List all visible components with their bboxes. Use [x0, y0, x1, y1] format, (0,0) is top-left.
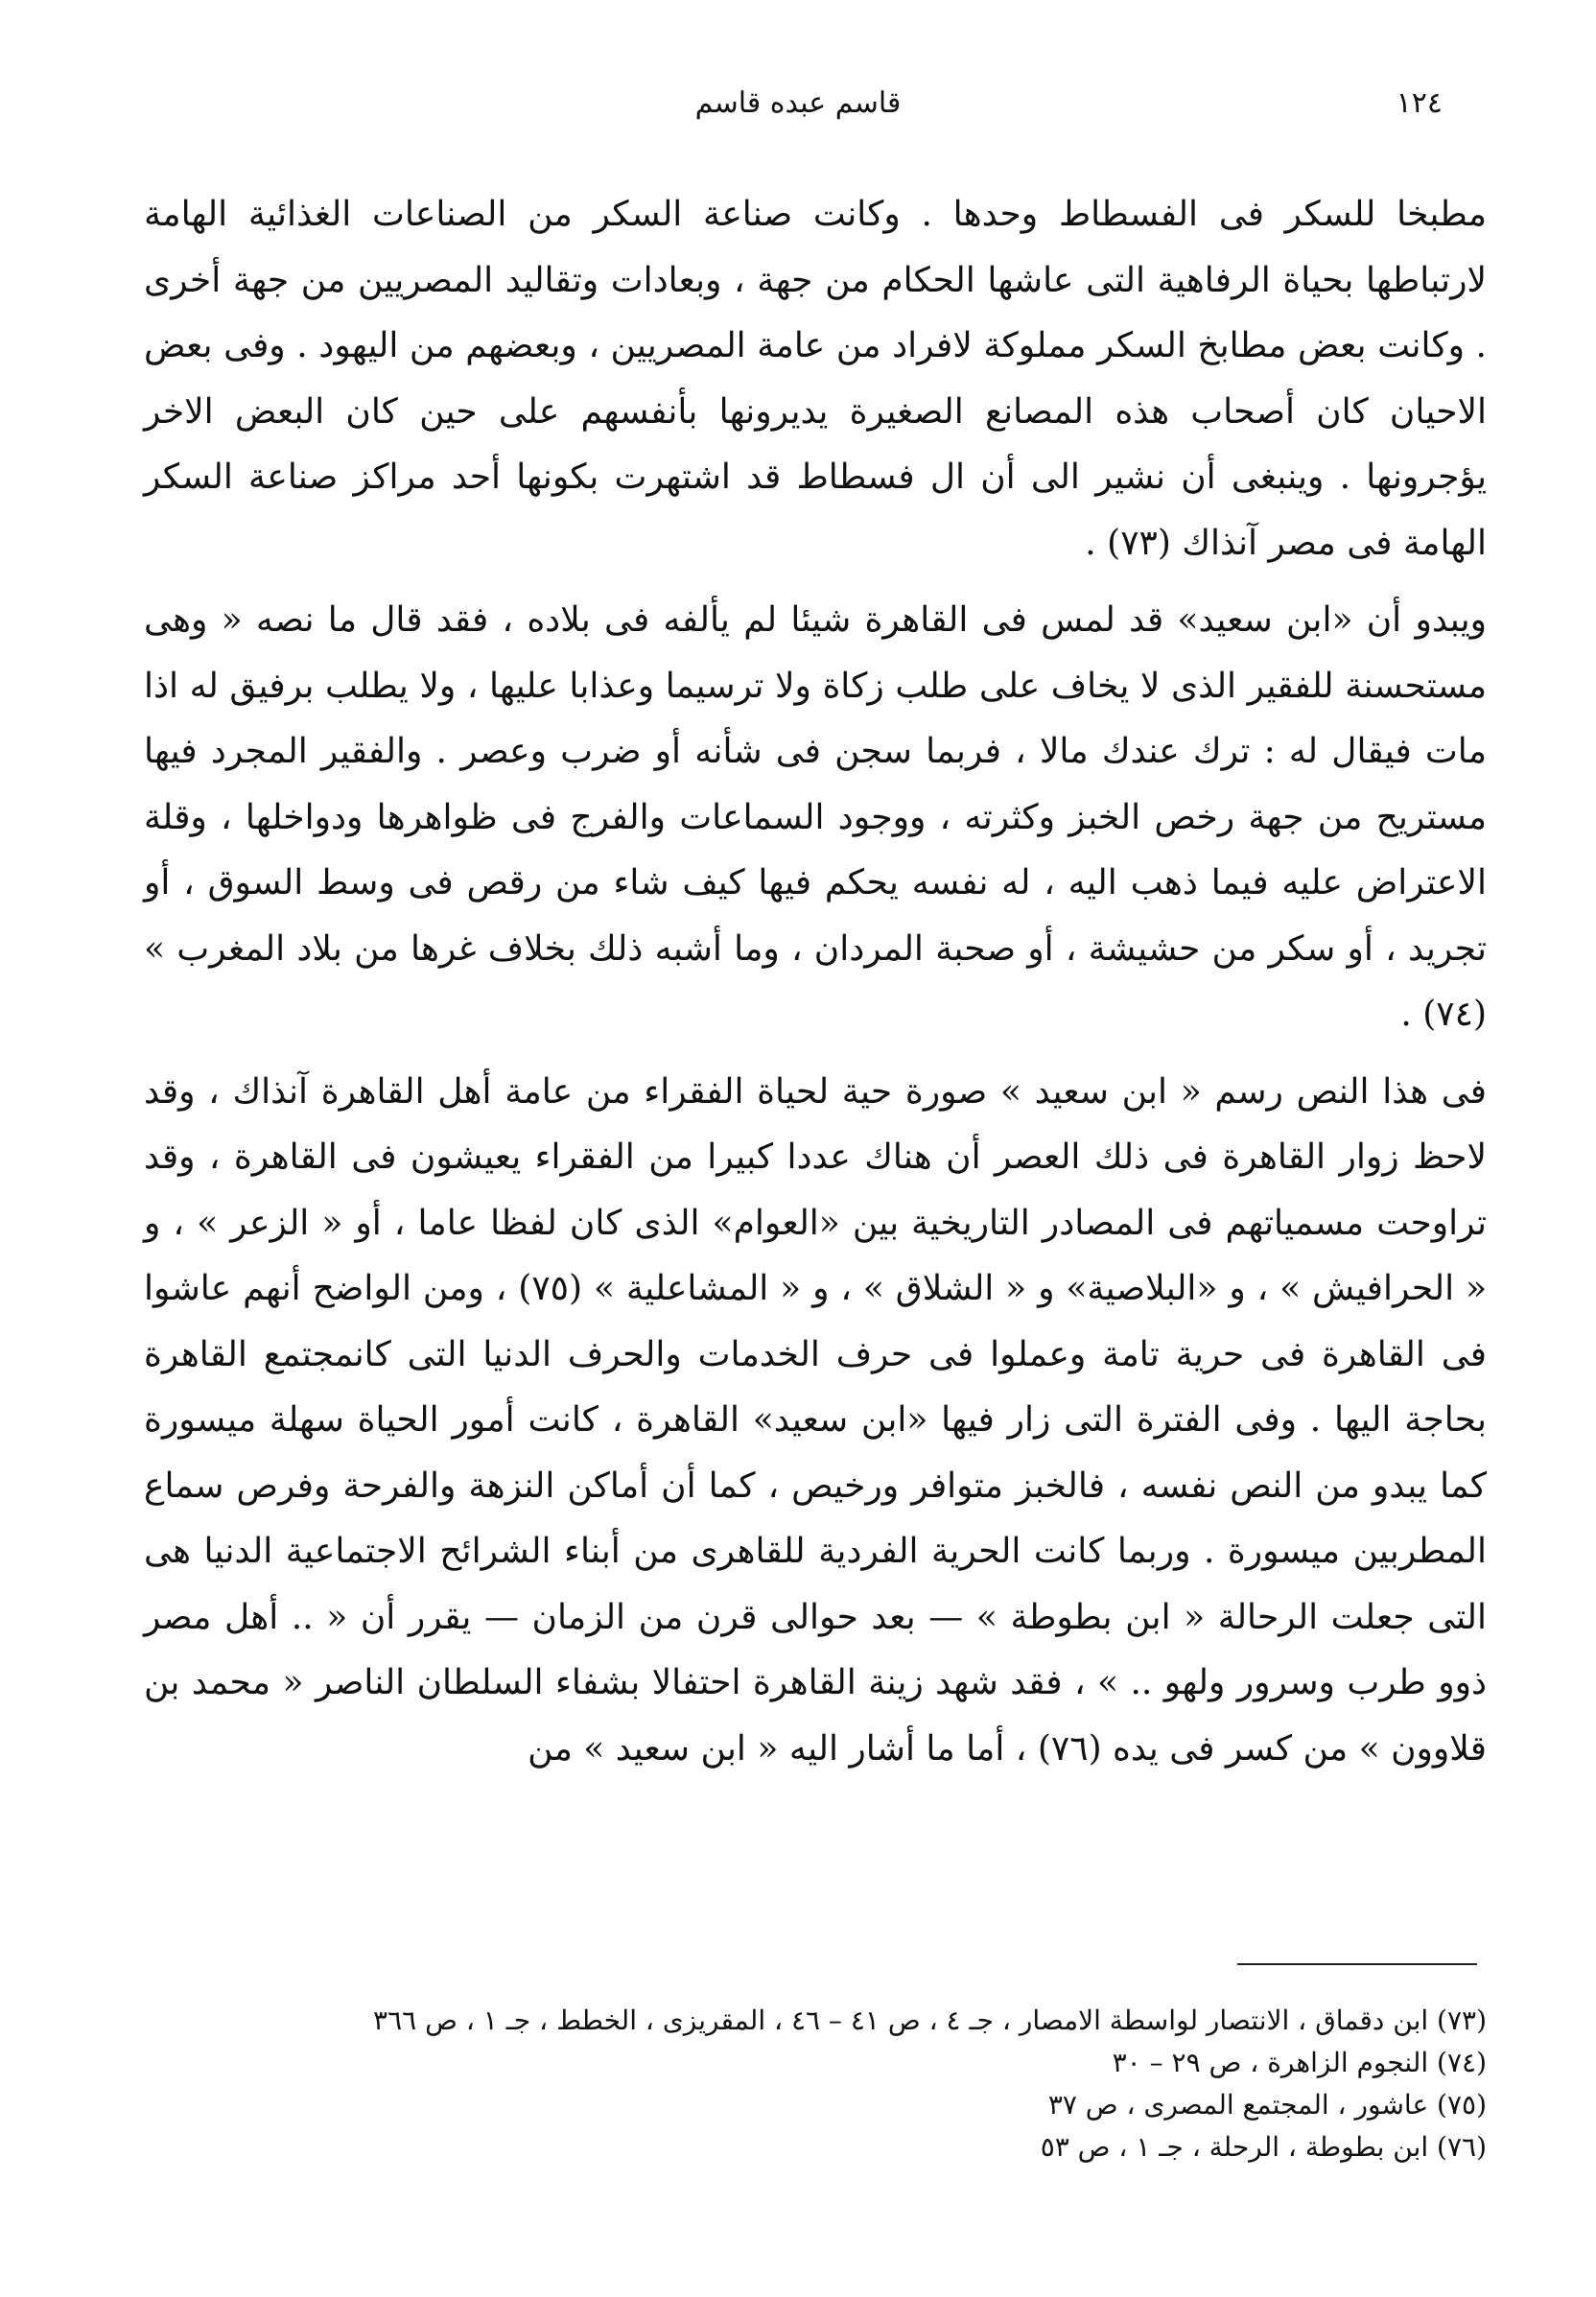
page-header	[144, 77, 1452, 134]
footnote-74: (٧٤) النجوم الزاهرة ، ص ٢٩ – ٣٠	[1112, 2047, 1487, 2078]
footnote-divider	[1237, 1963, 1477, 1965]
footnotes	[144, 2000, 1487, 2168]
footnote-75: (٧٥) عاشور ، المجتمع المصرى ، ص ٣٧	[1047, 2089, 1487, 2121]
paragraph-ibn-said-quote: ويبدو أن «ابن سعيد» قد لمس فى القاهرة شيئا لم يألفه فى بلاده ، فقد قال ما نصه « وهى مستحسنة للفقير الذى لا يخاف على طلب زكاة ولا ترسيما وعذابا عليها ، ولا يطلب برفيق له اذا مات فيقال له : ترك عندك مالا ، فربما سجن فى شأنه أو ضرب وعصر . والفقير المجرد فيها مستريح من جهة رخص الخبز وكثرته ، ووجود السماعات والفرج فى ظواهرها ودواخلها ، وقلة الاعتراض عليه فيما ذهب اليه ، له نفسه يحكم فيها كيف شاء من رقص فى وسط السوق ، أو تجريد ، أو سكر من حشيشة ، أو صحبة المردان ، وما أشبه ذلك بخلاف غرها من بلاد المغرب » (٧٤) .	[144, 600, 1487, 1034]
body-text	[144, 182, 1487, 1793]
paragraph-cairo-poor: فى هذا النص رسم « ابن سعيد » صورة حية لحياة الفقراء من عامة أهل القاهرة آنذاك ، وقد لاحظ زوار القاهرة فى ذلك العصر أن هناك عددا كبيرا من الفقراء يعيشون فى القاهرة ، وقد تراوحت مسمياتهم فى المصادر التاريخية بين «العوام» الذى كان لفظا عاما ، أو « الزعر » ، و « الحرافيش » ، و «البلاصية» و « الشلاق » ، و « المشاعلية » (٧٥) ، ومن الواضح أنهم عاشوا فى القاهرة فى حرية تامة وعملوا فى حرف الخدمات والحرف الدنيا التى كانمجتمع القاهرة بحاجة اليها . وفى الفترة التى زار فيها «ابن سعيد» القاهرة ، كانت أمور الحياة سهلة ميسورة كما يبدو من النص نفسه ، فالخبز متوافر ورخيص ، كما أن أماكن النزهة والفرحة وفرص سماع المطربين ميسورة . وربما كانت الحرية الفردية للقاهرى من أبناء الشرائح الاجتماعية الدنيا هى التى جعلت الرحالة « ابن بطوطة » — بعد حوالى قرن من الزمان — يقرر أن « .. أهل مصر ذوو طرب وسرور ولهو .. » ، فقد شهد زينة القاهرة احتفالا بشفاء السلطان الناصر « محمد بن قلاوون » من كسر فى يده (٧٦) ، أما ما أشار اليه « ابن سعيد » من	[144, 1071, 1488, 1769]
footnote-73: (٧٣) ابن دقماق ، الانتصار لواسطة الامصار ، جـ ٤ ، ص ٤١ – ٤٦ ، المقريزى ، الخطط ، جـ ١ ، ص ٣٦٦	[373, 2004, 1487, 2036]
footnote-76: (٧٦) ابن بطوطة ، الرحلة ، جـ ١ ، ص ٥٣	[1040, 2131, 1487, 2163]
paragraph-sugar-industry: مطبخا للسكر فى الفسطاط وحدها . وكانت صناعة السكر من الصناعات الغذائية الهامة لارتباطها بحياة الرفاهية التى عاشها الحكام من جهة ، وبعادات وتقاليد المصريين من جهة أخرى . وكانت بعض مطابخ السكر مملوكة لافراد من عامة المصريين ، وبعضهم من اليهود . وفى بعض الاحيان كان أصحاب هذه المصانع الصغيرة يديرونها بأنفسهم على حين كان البعض الاخر يؤجرونها . وينبغى أن نشير الى أن ال فسطاط قد اشتهرت بكونها أحد مراكز صناعة السكر الهامة فى مصر آنذاك (٧٣) .	[144, 195, 1487, 563]
page-number: ١٢٤	[1396, 86, 1443, 120]
running-head: قاسم عبده قاسم	[694, 86, 902, 120]
